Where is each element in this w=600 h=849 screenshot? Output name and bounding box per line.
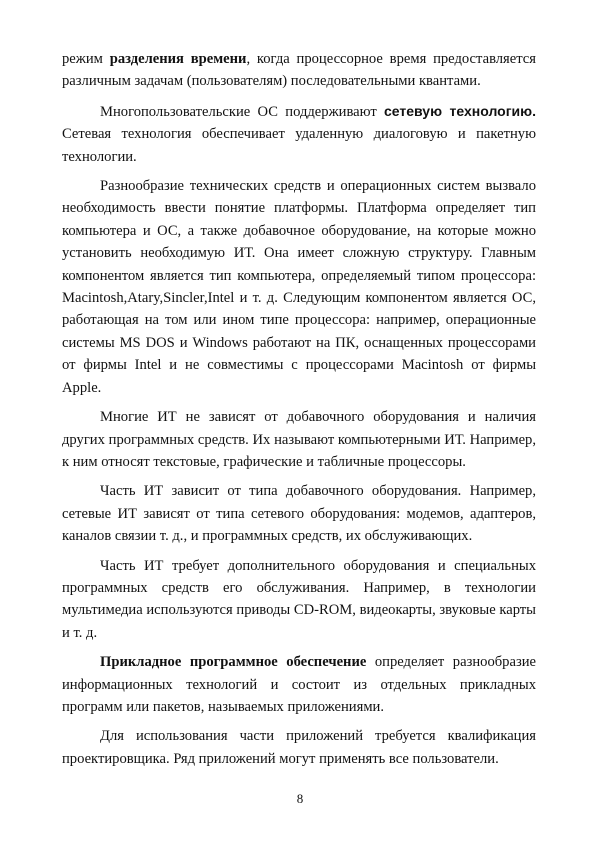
paragraph-1-text-b: , когда процессорное время предоставляется различным задачам (пользователям) последовательными квантами. — [62, 51, 536, 90]
paragraph-3 — [62, 175, 536, 399]
paragraph-5-text: Часть ИТ зависит от типа добавочного оборудования. Например, сетевые ИТ зависят от типа сетевого оборудования: модемов, адаптеров, каналов связии т. д., и программных средств, их обслуживающих. — [62, 483, 536, 545]
paragraph-4 — [62, 406, 536, 473]
paragraph-5 — [62, 480, 536, 547]
paragraph-4-text: Многие ИТ не зависят от добавочного оборудования и наличия других программных средств. Их называют компьютерными ИТ. Например, к ним относят текстовые, графические и табличные процессоры. — [62, 409, 536, 470]
term-network-technology: сетевую технологию. — [384, 102, 537, 119]
term-time-sharing: разделения времени — [109, 51, 247, 67]
paragraph-1-text-a: режим — [62, 51, 110, 67]
paragraph-2-text-a: Многопользовательские ОС поддерживают — [100, 103, 385, 120]
paragraph-7 — [62, 651, 536, 718]
paragraph-6-text: Часть ИТ требует дополнительного оборудования и специальных программных средств его обслуживания. Например, в технологии мультимедиа используются приводы CD-ROM, видеокарты, звуковые карты и т. д. — [62, 557, 536, 641]
paragraph-3-text: Разнообразие технических средств и операционных систем вызвало необходимость ввести понятие платформы. Платформа определяет тип компьютера и ОС, а также добавочное оборудование, на которые можно установить необходимую ИТ. Она имеет сложную структуру. Главным компонентом является тип компьютера, определяемый типом процессора: Macintosh,Atary,Sincler,Intel и т. д. Следующим компонентом является ОС, работающая на том или ином типе процессора: например, операционные системы MS DOS и Windows работают на ПК, оснащенных процессорами от фирмы Intel и не совместимы с процессорами Macintosh от фирмы Apple. — [62, 178, 536, 396]
paragraph-8 — [62, 725, 536, 770]
paragraph-7-text: определяет разнообразие информационных технологий и состоит из отдельных прикладных программ или пакетов, называемых приложениями. — [62, 654, 536, 715]
page-number: 8 — [296, 791, 304, 806]
document-body — [62, 48, 536, 777]
paragraph-8-text: Для использования части приложений требуется квалификация проектировщика. Ряд приложений могут применять все пользователи. — [62, 728, 536, 767]
term-application-software: Прикладное программное обеспечение — [100, 654, 367, 671]
paragraph-6 — [62, 555, 536, 645]
paragraph-2-text-b: Сетевая технология обеспечивает удаленную диалоговую и пакетную технологии. — [62, 126, 536, 165]
paragraph-1 — [62, 48, 536, 93]
paragraph-2 — [62, 100, 536, 168]
